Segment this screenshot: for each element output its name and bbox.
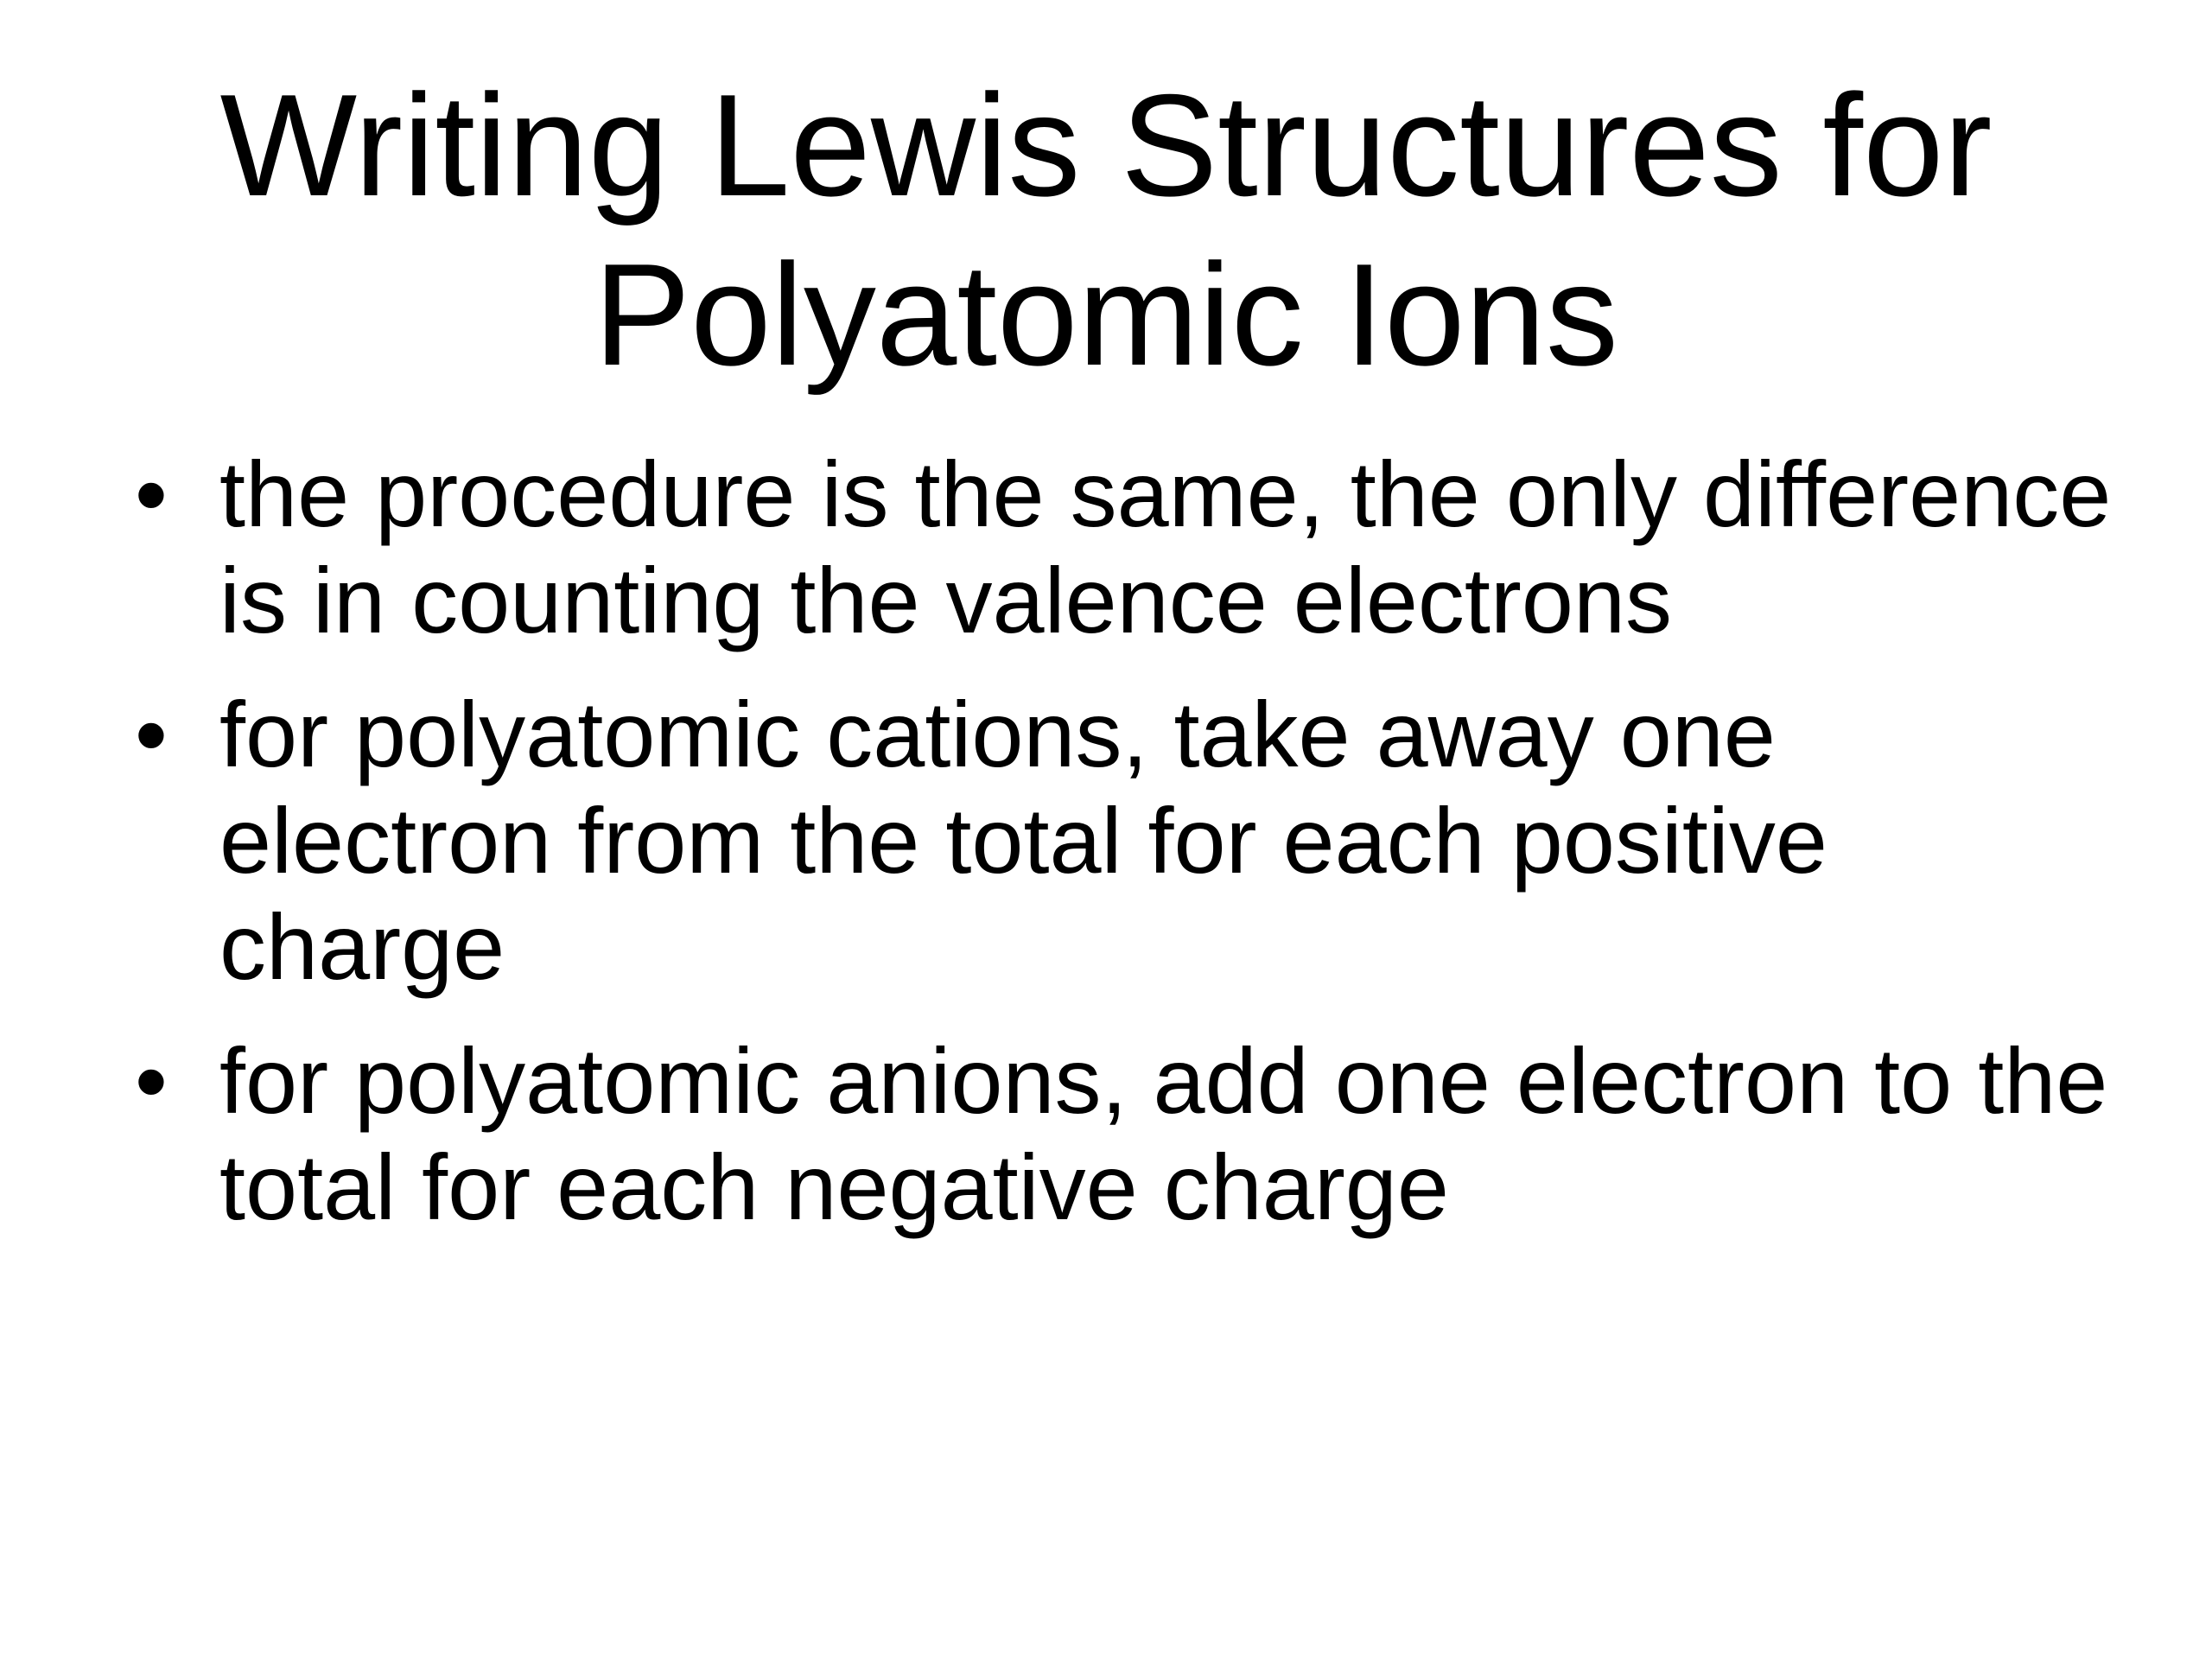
bullet-item — [130, 681, 2117, 1000]
bullet-dot-icon: • — [135, 1028, 168, 1133]
slide-title — [138, 60, 2074, 399]
bullet-text: for polyatomic cations, take away one electron from the total for each positive charge — [219, 682, 1827, 999]
bullet-text: the procedure is the same, the only difference is in counting the valence electrons — [219, 442, 2112, 652]
bullet-dot-icon: • — [135, 442, 168, 546]
bullet-list — [130, 441, 2117, 1268]
slide-title-line-1: Writing Lewis Structures for — [219, 64, 1993, 226]
bullet-item — [130, 441, 2117, 653]
bullet-text: for polyatomic anions, add one electron to the total for each negative charge — [219, 1028, 2108, 1239]
bullet-dot-icon: • — [135, 682, 168, 786]
slide-title-line-2: Polyatomic Ions — [594, 233, 1618, 396]
bullet-item — [130, 1027, 2117, 1240]
